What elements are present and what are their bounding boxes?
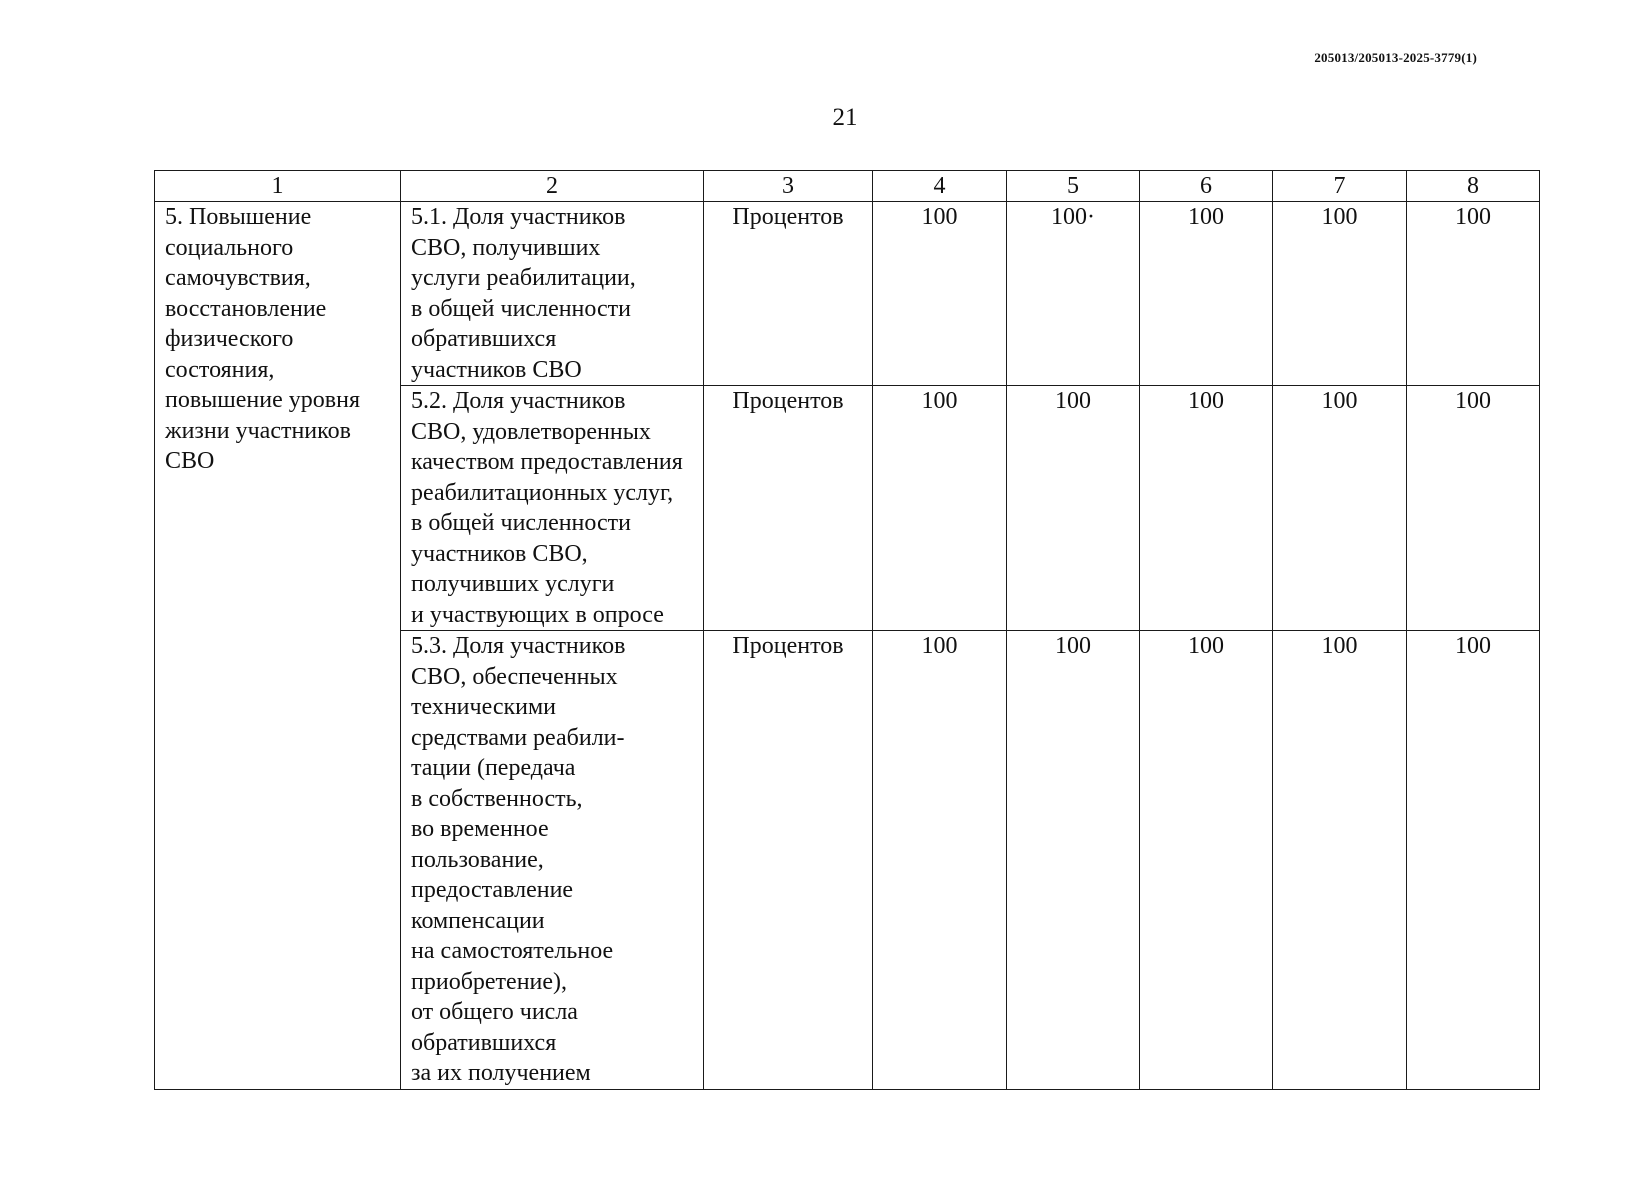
goal-cell [155,202,401,1090]
column-header: 8 [1407,171,1540,202]
unit-cell: Процентов [704,631,873,1090]
value-cell: 100 [1140,202,1273,386]
value-cell: 100 [1007,631,1140,1090]
column-header: 4 [873,171,1007,202]
column-header: 3 [704,171,873,202]
column-header: 6 [1140,171,1273,202]
column-header: 2 [401,171,704,202]
column-number-row [155,171,1540,202]
indicator-text: 5.1. Доля участников СВО, получивших услуги реабилитации, в общей численности обратившихся участников СВО [411,204,636,383]
unit-cell: Процентов [704,202,873,386]
indicator-cell [401,386,704,631]
goal-text: 5. Повышение социального самочувствия, восстановление физического состояния, повышение уровня жизни участников СВО [165,204,360,474]
table-row [155,202,1540,386]
column-header: 7 [1273,171,1407,202]
unit-cell: Процентов [704,386,873,631]
column-header: 5 [1007,171,1140,202]
value-cell: 100 [1407,386,1540,631]
indicator-text: 5.3. Доля участников СВО, обеспеченных техническими средствами реабили- тации (передача в собственность, во временное пользование, предоставление компенсации на самостоятельное приобретение), от общего числа обратившихся за их получением [411,633,626,1086]
value-cell: 100· [1007,202,1140,386]
value-cell: 100 [1273,386,1407,631]
value-cell: 100 [1273,631,1407,1090]
value-cell: 100 [873,386,1007,631]
column-header: 1 [155,171,401,202]
value-cell: 100 [1407,202,1540,386]
indicator-text: 5.2. Доля участников СВО, удовлетворенных качеством предоставления реабилитационных услуг, в общей численности участников СВО, получивших услуги и участвующих в опросе [411,388,683,628]
value-cell: 100 [1007,386,1140,631]
indicator-cell [401,631,704,1090]
value-cell: 100 [1273,202,1407,386]
page-number: 21 [832,104,858,131]
value-cell: 100 [1140,631,1273,1090]
value-cell: 100 [873,202,1007,386]
value-cell: 100 [873,631,1007,1090]
document-id: 205013/205013-2025-3779(1) [1314,50,1477,65]
indicator-cell [401,202,704,386]
indicators-table [154,170,1540,1090]
value-cell: 100 [1140,386,1273,631]
value-cell: 100 [1407,631,1540,1090]
